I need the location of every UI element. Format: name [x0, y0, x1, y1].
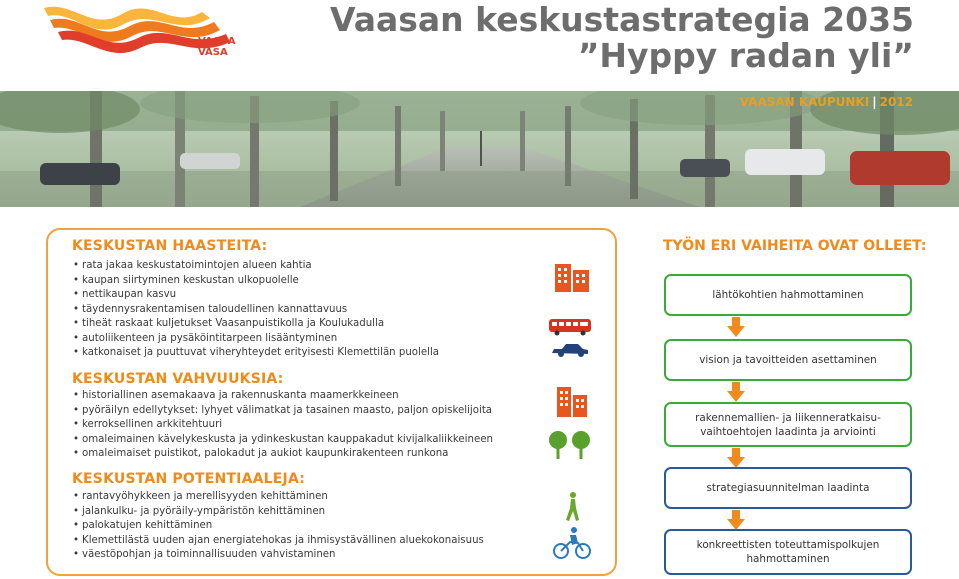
caption-separator: |	[872, 95, 877, 109]
building-icon	[555, 385, 589, 417]
cyclist-icon	[552, 526, 592, 560]
bus-icon	[548, 318, 592, 336]
stage-label: vision ja tavoitteiden asettaminen	[699, 354, 877, 366]
potentials-list	[73, 490, 484, 563]
org-name: VAASAN KAUPUNKI	[739, 95, 870, 109]
stage-box-4	[664, 467, 912, 509]
logo-text-1: VAASA	[198, 36, 236, 47]
list-item: • rantavyöhykkeen ja merellisyyden kehittäminen	[73, 490, 484, 505]
stage-box-2	[664, 339, 912, 381]
stage-label: konkreettisten toteuttamispolkujen hahmottaminen	[696, 539, 880, 565]
list-item: • väestöpohjan ja toiminnallisuuden vahvistaminen	[73, 548, 484, 563]
buildings-icon	[553, 262, 591, 292]
stage-label: rakennemallien- ja liikenneratkaisu-vaihtoehtojen laadinta ja arviointi	[695, 411, 881, 438]
arrow-down-icon	[727, 317, 745, 337]
pedestrian-icon	[562, 492, 582, 522]
list-item: • Klemettilästä uuden ajan energiatehokas ja ihmisystävällinen aluekokonaisuus	[73, 534, 484, 549]
banner-caption	[740, 95, 913, 109]
caption-year: 2012	[879, 95, 913, 109]
trees-icon	[547, 430, 593, 460]
logo-text-2: VASA	[198, 47, 228, 58]
list-item: • katkonaiset ja puuttuvat viheryhteydet erityisesti Klemettilän puolella	[73, 346, 439, 361]
list-item: • historiallinen asemakaava ja rakennuskanta maamerkkeineen	[73, 389, 493, 404]
stage-box-5	[664, 529, 912, 575]
stage-label: lähtökohtien hahmottaminen	[712, 289, 864, 301]
list-item: • jalankulku- ja pyöräily-ympäristön kehittäminen	[73, 505, 484, 520]
list-item: • kerroksellinen arkkitehtuuri	[73, 418, 493, 433]
page-subtitle: ”Hyppy radan yli”	[577, 36, 914, 75]
car-icon	[550, 342, 590, 358]
list-item: • palokatujen kehittäminen	[73, 519, 484, 534]
strengths-list	[73, 389, 493, 462]
list-item: • omaleimaiset puistikot, palokadut ja aukiot kaupunkirakenteen runkona	[73, 447, 493, 462]
vaasa-logo	[42, 2, 242, 64]
list-item: • omaleimainen kävelykeskusta ja ydinkeskustan kauppakadut kivijalkaliikkeineen	[73, 433, 493, 448]
arrow-down-icon	[727, 382, 745, 402]
list-item: • nettikaupan kasvu	[73, 288, 439, 303]
page-title: Vaasan keskustastrategia 2035	[329, 0, 914, 39]
list-item: • kaupan siirtyminen keskustan ulkopuolelle	[73, 274, 439, 289]
challenges-list	[73, 259, 439, 361]
stage-label: strategiasuunnitelman laadinta	[706, 482, 870, 494]
stage-box-3	[664, 402, 912, 447]
list-item: • autoliikenteen ja pysäköintitarpeen lisääntyminen	[73, 332, 439, 347]
arrow-down-icon	[727, 510, 745, 530]
list-item: • tiheät raskaat kuljetukset Vaasanpuistikolla ja Koulukadulla	[73, 317, 439, 332]
work-stages-heading: TYÖN ERI VAIHEITA OVAT OLLEET:	[663, 238, 927, 254]
strengths-heading: KESKUSTAN VAHVUUKSIA:	[72, 371, 284, 387]
list-item: • täydennysrakentamisen taloudellinen kannattavuus	[73, 303, 439, 318]
list-item: • pyöräilyn edellytykset: lyhyet välimatkat ja tasainen maasto, paljon opiskelijoita	[73, 404, 493, 419]
challenges-heading: KESKUSTAN HAASTEITA:	[72, 238, 268, 254]
stage-box-1	[664, 274, 912, 316]
list-item: • rata jakaa keskustatoimintojen alueen kahtia	[73, 259, 439, 274]
arrow-down-icon	[727, 448, 745, 468]
potentials-heading: KESKUSTAN POTENTIAALEJA:	[72, 471, 306, 487]
